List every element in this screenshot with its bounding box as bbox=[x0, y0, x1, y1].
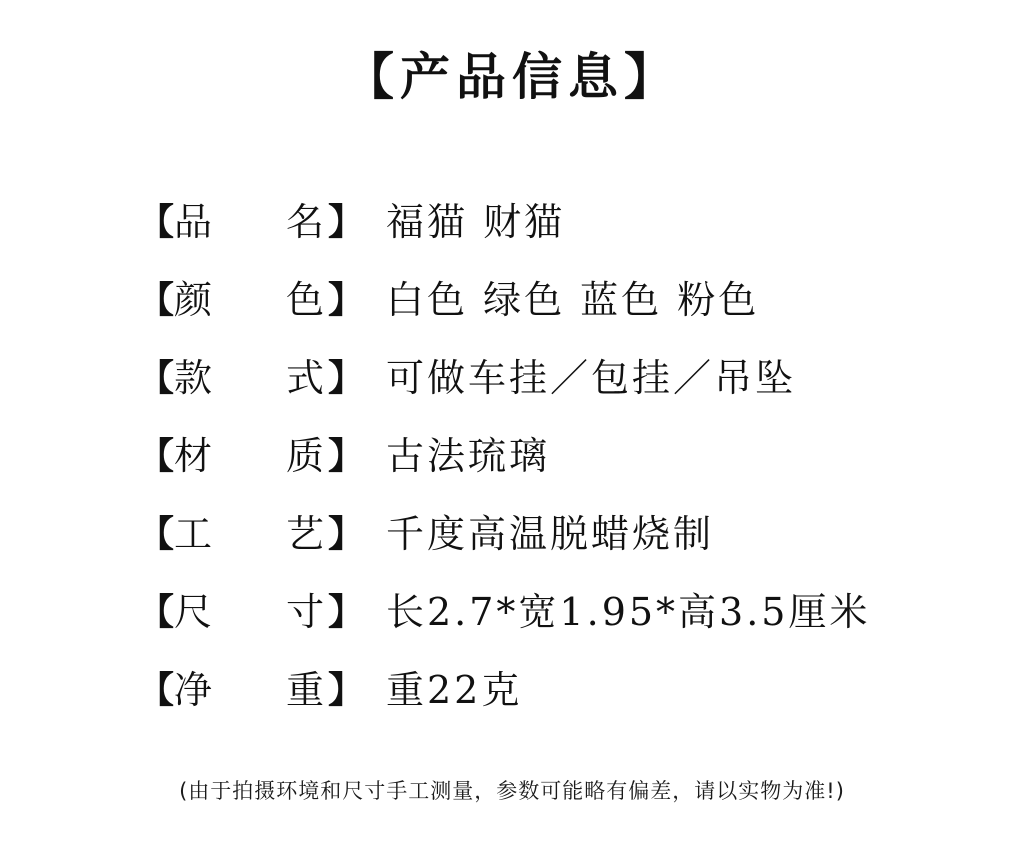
spec-value-size: 长2.7*宽1.95*高3.5厘米 bbox=[386, 590, 871, 634]
spec-label-char-1: 尺 bbox=[174, 590, 213, 634]
spec-label-char-1: 材 bbox=[174, 434, 213, 478]
bracket-open: 【 bbox=[138, 357, 175, 399]
spec-row-weight bbox=[138, 658, 998, 736]
spec-label-char-1: 颜 bbox=[174, 278, 213, 322]
spec-label-char-1: 工 bbox=[174, 512, 213, 556]
bracket-open: 【 bbox=[138, 279, 175, 321]
spec-value-color: 白色 绿色 蓝色 粉色 bbox=[386, 278, 760, 322]
bracket-open: 【 bbox=[138, 201, 175, 243]
bracket-close: 】 bbox=[328, 279, 365, 321]
bracket-close: 】 bbox=[328, 669, 365, 711]
spec-row-style bbox=[138, 346, 998, 424]
spec-label-char-1: 品 bbox=[174, 200, 213, 244]
bracket-close: 】 bbox=[328, 357, 365, 399]
spec-row-size bbox=[138, 580, 998, 658]
spec-row-craft bbox=[138, 502, 998, 580]
spec-label-char-1: 款 bbox=[174, 356, 213, 400]
spec-value-weight: 重22克 bbox=[386, 668, 523, 712]
spec-label-char-2: 艺 bbox=[286, 512, 325, 556]
spec-label-char-2: 名 bbox=[286, 200, 325, 244]
spec-value-style: 可做车挂／包挂／吊坠 bbox=[386, 356, 797, 400]
disclaimer-note: (由于拍摄环境和尺寸手工测量，参数可能略有偏差，请以实物为准!) bbox=[179, 779, 845, 803]
spec-label-char-2: 重 bbox=[286, 668, 325, 712]
bracket-close: 】 bbox=[328, 591, 365, 633]
spec-label-char-2: 质 bbox=[286, 434, 325, 478]
bracket-open: 【 bbox=[138, 669, 175, 711]
spec-value-name: 福猫 财猫 bbox=[386, 200, 566, 244]
spec-value-material: 古法琉璃 bbox=[386, 434, 551, 478]
page-title: 【产品信息】 bbox=[344, 47, 680, 106]
spec-row-material bbox=[138, 424, 998, 502]
spec-label-char-2: 寸 bbox=[286, 590, 325, 634]
bracket-close: 】 bbox=[328, 513, 365, 555]
product-spec-list bbox=[138, 190, 998, 736]
spec-value-craft: 千度高温脱蜡烧制 bbox=[386, 512, 715, 556]
bracket-open: 【 bbox=[138, 513, 175, 555]
spec-row-color bbox=[138, 268, 998, 346]
spec-label-char-2: 色 bbox=[286, 278, 325, 322]
bracket-close: 】 bbox=[328, 435, 365, 477]
spec-label-char-1: 净 bbox=[174, 668, 213, 712]
bracket-open: 【 bbox=[138, 591, 175, 633]
bracket-close: 】 bbox=[328, 201, 365, 243]
spec-row-name bbox=[138, 190, 998, 268]
bracket-open: 【 bbox=[138, 435, 175, 477]
spec-label-char-2: 式 bbox=[286, 356, 325, 400]
